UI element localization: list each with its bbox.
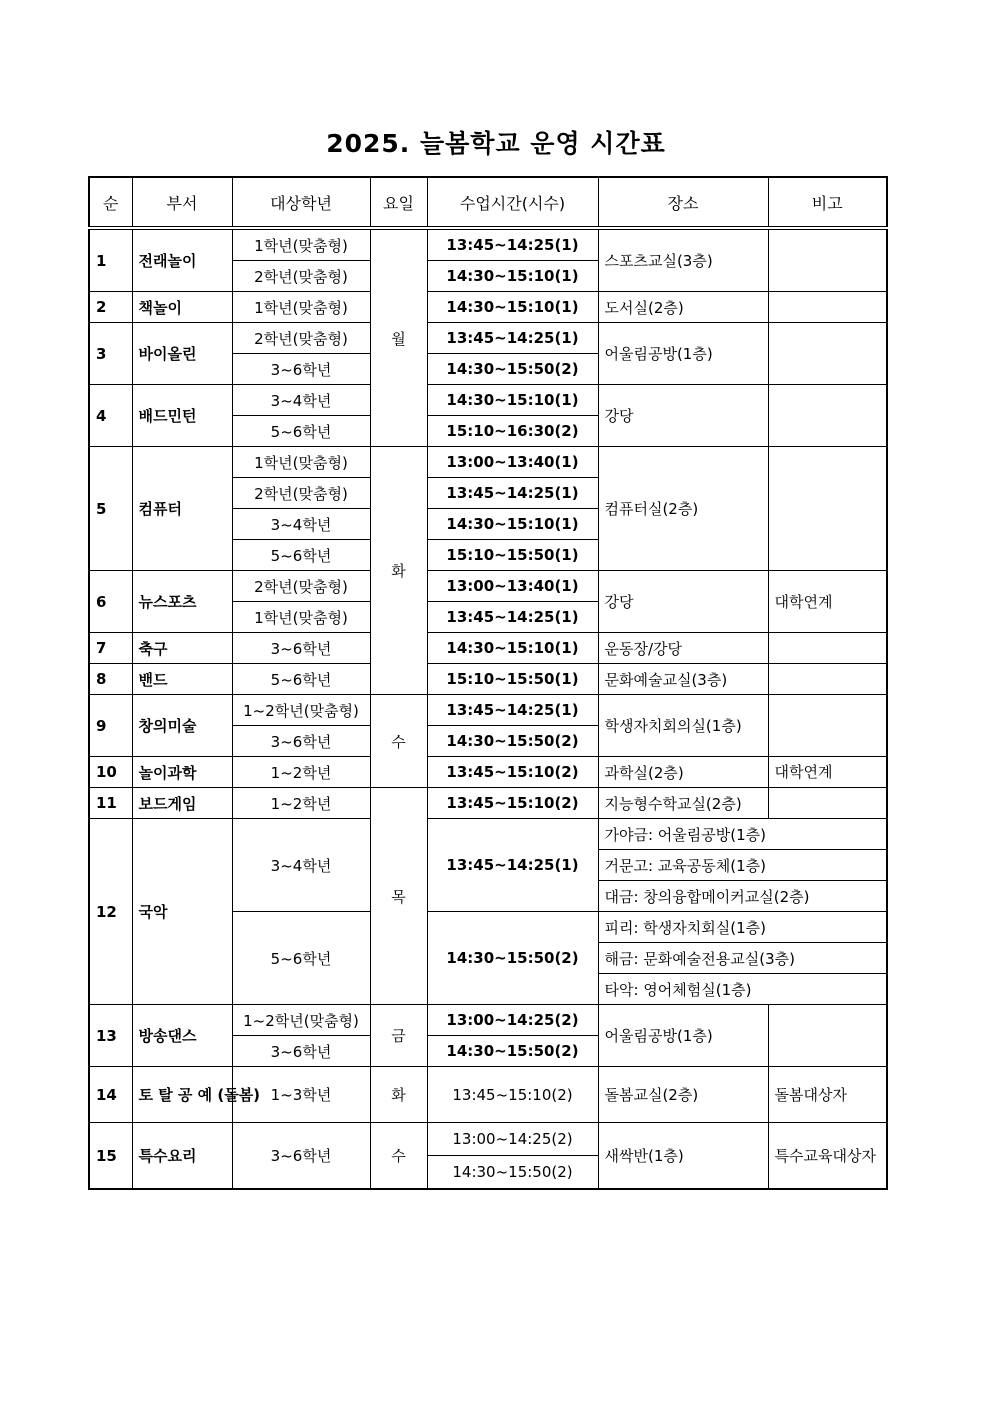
row-place: 강당 bbox=[598, 385, 768, 447]
header-day: 요일 bbox=[370, 177, 427, 228]
row-grade: 3~4학년 bbox=[232, 819, 370, 912]
row-num: 4 bbox=[89, 385, 132, 447]
row-grade: 5~6학년 bbox=[232, 416, 370, 447]
row-num: 9 bbox=[89, 695, 132, 757]
day-cell: 화 bbox=[370, 447, 427, 695]
row-place: 타악: 영어체험실(1층) bbox=[598, 974, 887, 1005]
row-time: 13:45~15:10(2) bbox=[427, 1067, 598, 1123]
row-num: 7 bbox=[89, 633, 132, 664]
row-num: 12 bbox=[89, 819, 132, 1005]
row-grade: 1~2학년 bbox=[232, 757, 370, 788]
row-note bbox=[768, 633, 887, 664]
row-place: 운동장/강당 bbox=[598, 633, 768, 664]
row-grade: 3~6학년 bbox=[232, 1036, 370, 1067]
table-row bbox=[89, 664, 887, 695]
row-note bbox=[768, 447, 887, 571]
row-time: 13:45~15:10(2) bbox=[427, 788, 598, 819]
table-row bbox=[89, 633, 887, 664]
day-cell: 목 bbox=[370, 788, 427, 1005]
header-num: 순 bbox=[89, 177, 132, 228]
row-time: 15:10~15:50(1) bbox=[427, 540, 598, 571]
header-note: 비고 bbox=[768, 177, 887, 228]
row-place: 돌봄교실(2층) bbox=[598, 1067, 768, 1123]
header-place: 장소 bbox=[598, 177, 768, 228]
row-dept: 방송댄스 bbox=[132, 1005, 232, 1067]
row-time: 14:30~15:10(1) bbox=[427, 292, 598, 323]
row-note bbox=[768, 664, 887, 695]
row-time: 13:45~14:25(1) bbox=[427, 478, 598, 509]
row-dept: 토 탈 공 예 (돌봄) bbox=[132, 1067, 232, 1123]
row-time: 14:30~15:10(1) bbox=[427, 509, 598, 540]
page-title: 2025. 늘봄학교 운영 시간표 bbox=[326, 129, 666, 158]
row-dept: 국악 bbox=[132, 819, 232, 1005]
row-time: 13:00~14:25(2) bbox=[427, 1005, 598, 1036]
row-grade: 1학년(맞춤형) bbox=[232, 292, 370, 323]
table-row bbox=[89, 447, 887, 478]
row-place: 학생자치회의실(1층) bbox=[598, 695, 768, 757]
row-place: 해금: 문화예술전용교실(3층) bbox=[598, 943, 887, 974]
row-note: 대학연계 bbox=[768, 571, 887, 633]
header-row bbox=[89, 177, 887, 228]
row-time: 13:45~14:25(1) bbox=[427, 323, 598, 354]
row-time: 13:45~14:25(1) bbox=[427, 602, 598, 633]
row-time: 14:30~15:10(1) bbox=[427, 385, 598, 416]
row-num: 5 bbox=[89, 447, 132, 571]
table-row bbox=[89, 1067, 887, 1123]
row-num: 11 bbox=[89, 788, 132, 819]
row-note bbox=[768, 228, 887, 292]
row-num: 13 bbox=[89, 1005, 132, 1067]
row-place: 어울림공방(1층) bbox=[598, 323, 768, 385]
row-time: 13:45~14:25(1) bbox=[427, 695, 598, 726]
row-time: 14:30~15:50(2) bbox=[427, 912, 598, 1005]
row-grade: 2학년(맞춤형) bbox=[232, 261, 370, 292]
row-num: 14 bbox=[89, 1067, 132, 1123]
table-row bbox=[89, 788, 887, 819]
row-dept: 밴드 bbox=[132, 664, 232, 695]
row-note bbox=[768, 788, 887, 819]
row-grade: 5~6학년 bbox=[232, 664, 370, 695]
row-place: 어울림공방(1층) bbox=[598, 1005, 768, 1067]
row-place: 거문고: 교육공동체(1층) bbox=[598, 850, 887, 881]
row-grade: 1~2학년 bbox=[232, 788, 370, 819]
row-num: 15 bbox=[89, 1123, 132, 1190]
row-num: 1 bbox=[89, 228, 132, 292]
day-cell: 화 bbox=[370, 1067, 427, 1123]
row-grade: 1학년(맞춤형) bbox=[232, 602, 370, 633]
row-grade: 3~6학년 bbox=[232, 1123, 370, 1190]
table-row bbox=[89, 1005, 887, 1036]
row-dept: 보드게임 bbox=[132, 788, 232, 819]
row-place: 지능형수학교실(2층) bbox=[598, 788, 768, 819]
row-num: 8 bbox=[89, 664, 132, 695]
row-time: 14:30~15:10(1) bbox=[427, 261, 598, 292]
row-note bbox=[768, 385, 887, 447]
row-place: 가야금: 어울림공방(1층) bbox=[598, 819, 887, 850]
row-time: 14:30~15:50(2) bbox=[427, 1036, 598, 1067]
row-num: 6 bbox=[89, 571, 132, 633]
row-time: 14:30~15:50(2) bbox=[427, 1156, 598, 1190]
row-place: 컴퓨터실(2층) bbox=[598, 447, 768, 571]
row-note: 특수교육대상자 bbox=[768, 1123, 887, 1190]
row-note bbox=[768, 695, 887, 757]
row-dept: 축구 bbox=[132, 633, 232, 664]
row-place: 피리: 학생자치회실(1층) bbox=[598, 912, 887, 943]
row-grade: 1~2학년(맞춤형) bbox=[232, 695, 370, 726]
row-place: 도서실(2층) bbox=[598, 292, 768, 323]
table-row bbox=[89, 228, 887, 261]
row-dept: 놀이과학 bbox=[132, 757, 232, 788]
table-row bbox=[89, 292, 887, 323]
row-time: 13:45~15:10(2) bbox=[427, 757, 598, 788]
table-row bbox=[89, 1123, 887, 1156]
row-grade: 3~6학년 bbox=[232, 633, 370, 664]
row-grade: 3~6학년 bbox=[232, 354, 370, 385]
row-dept: 책놀이 bbox=[132, 292, 232, 323]
header-time: 수업시간(시수) bbox=[427, 177, 598, 228]
row-grade: 1학년(맞춤형) bbox=[232, 228, 370, 261]
row-time: 13:00~13:40(1) bbox=[427, 447, 598, 478]
row-grade: 1~3학년 bbox=[232, 1067, 370, 1123]
row-time: 13:45~14:25(1) bbox=[427, 819, 598, 912]
row-place: 강당 bbox=[598, 571, 768, 633]
row-note: 대학연계 bbox=[768, 757, 887, 788]
row-grade: 3~6학년 bbox=[232, 726, 370, 757]
row-note bbox=[768, 1005, 887, 1067]
row-place: 과학실(2층) bbox=[598, 757, 768, 788]
day-cell: 금 bbox=[370, 1005, 427, 1067]
row-num: 3 bbox=[89, 323, 132, 385]
day-cell: 수 bbox=[370, 695, 427, 788]
row-grade: 2학년(맞춤형) bbox=[232, 571, 370, 602]
row-time: 15:10~16:30(2) bbox=[427, 416, 598, 447]
row-grade: 2학년(맞춤형) bbox=[232, 323, 370, 354]
row-time: 13:45~14:25(1) bbox=[427, 228, 598, 261]
row-num: 10 bbox=[89, 757, 132, 788]
row-time: 14:30~15:50(2) bbox=[427, 354, 598, 385]
row-place: 대금: 창의융합메이커교실(2층) bbox=[598, 881, 887, 912]
row-place: 스포츠교실(3층) bbox=[598, 228, 768, 292]
row-grade: 5~6학년 bbox=[232, 540, 370, 571]
row-dept: 전래놀이 bbox=[132, 228, 232, 292]
table-row bbox=[89, 571, 887, 602]
row-dept: 바이올린 bbox=[132, 323, 232, 385]
table-row bbox=[89, 385, 887, 416]
row-grade: 3~4학년 bbox=[232, 509, 370, 540]
row-time: 13:00~13:40(1) bbox=[427, 571, 598, 602]
day-cell: 월 bbox=[370, 228, 427, 447]
row-place: 문화예술교실(3층) bbox=[598, 664, 768, 695]
row-dept: 특수요리 bbox=[132, 1123, 232, 1190]
row-grade: 2학년(맞춤형) bbox=[232, 478, 370, 509]
row-note bbox=[768, 323, 887, 385]
row-place: 새싹반(1층) bbox=[598, 1123, 768, 1190]
row-note: 돌봄대상자 bbox=[768, 1067, 887, 1123]
table-row bbox=[89, 819, 887, 850]
table-row bbox=[89, 757, 887, 788]
row-time: 14:30~15:50(2) bbox=[427, 726, 598, 757]
row-dept: 뉴스포츠 bbox=[132, 571, 232, 633]
row-num: 2 bbox=[89, 292, 132, 323]
row-dept: 배드민턴 bbox=[132, 385, 232, 447]
row-grade: 3~4학년 bbox=[232, 385, 370, 416]
header-grade: 대상학년 bbox=[232, 177, 370, 228]
table-row bbox=[89, 323, 887, 354]
day-cell: 수 bbox=[370, 1123, 427, 1190]
header-dept: 부서 bbox=[132, 177, 232, 228]
row-time: 14:30~15:10(1) bbox=[427, 633, 598, 664]
row-time: 15:10~15:50(1) bbox=[427, 664, 598, 695]
row-dept: 컴퓨터 bbox=[132, 447, 232, 571]
row-dept: 창의미술 bbox=[132, 695, 232, 757]
row-grade: 1~2학년(맞춤형) bbox=[232, 1005, 370, 1036]
table-row bbox=[89, 695, 887, 726]
timetable bbox=[88, 176, 888, 1190]
row-time: 13:00~14:25(2) bbox=[427, 1123, 598, 1156]
row-note bbox=[768, 292, 887, 323]
row-grade: 5~6학년 bbox=[232, 912, 370, 1005]
row-grade: 1학년(맞춤형) bbox=[232, 447, 370, 478]
